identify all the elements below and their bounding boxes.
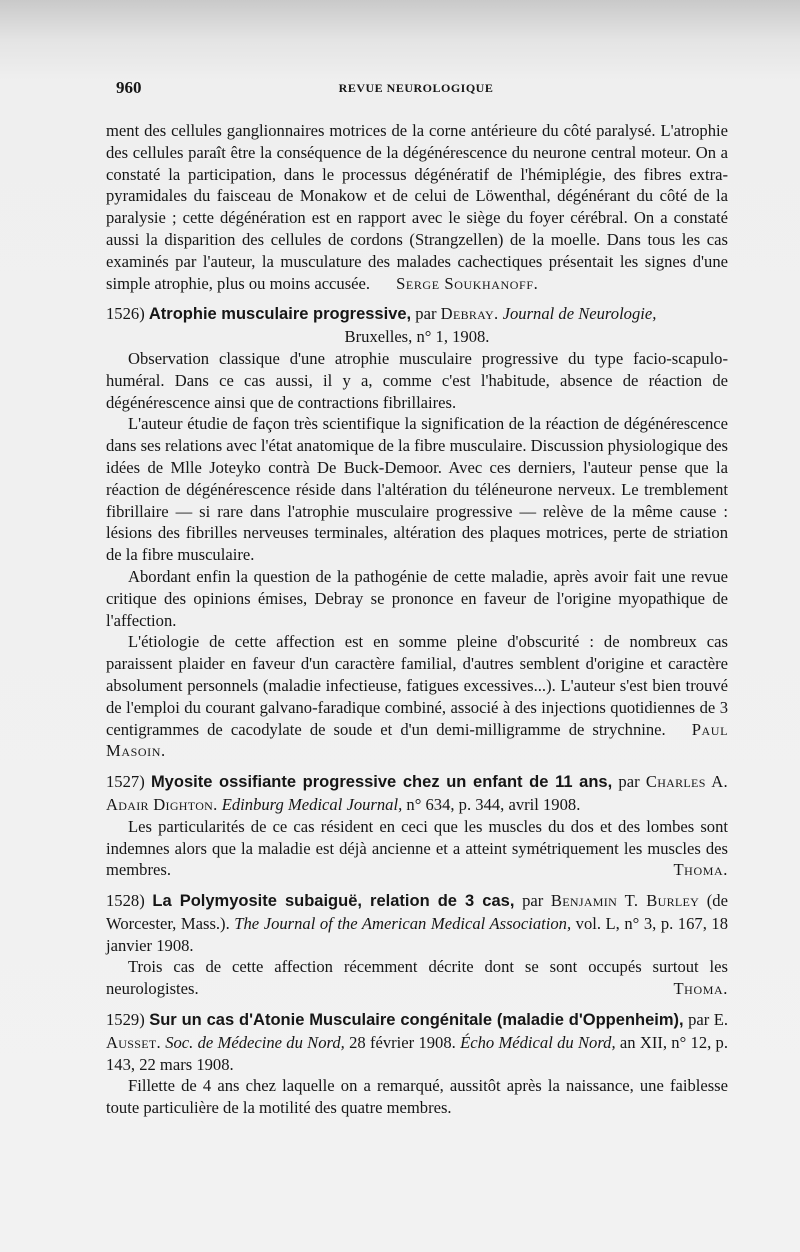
entry-journal-secondary: Écho Médical du Nord, bbox=[460, 1032, 616, 1052]
entry-paragraph-text: Les particularités de ce cas résident en ceci que les muscles du dos et des lombes sont indemnes alors que la maladie est déjà ancienne et a atteint symétriquement les muscles des membres. bbox=[106, 816, 728, 880]
signature: Paul Masoin. bbox=[106, 719, 728, 761]
page-body bbox=[106, 120, 728, 1119]
entry-author: Ausset. bbox=[106, 1032, 161, 1052]
entry-reference: Bruxelles, n° 1, 1908. bbox=[344, 327, 490, 347]
page-number: 960 bbox=[116, 78, 142, 97]
entry-author-place: (de Worcester, Mass.). bbox=[106, 891, 728, 933]
entry-title: La Polymyosite subaiguë, relation de 3 cas, bbox=[152, 892, 515, 911]
signature: Thoma. bbox=[673, 860, 728, 880]
signature: Thoma. bbox=[673, 979, 728, 999]
running-title: REVUE NEUROLOGIQUE bbox=[338, 81, 494, 95]
entry-reference: vol. L, n° 3, p. 167, 18 janvier 1908. bbox=[106, 913, 728, 955]
continuation-text: ment des cellules ganglionnaires motrices de la corne antérieure du côté paralysé. L'atrophie des cellules paraît être la conséquence de la dégénérescence du neurone central moteur. On a constaté la participation, dans le processus dégénératif de l'hémiplégie, des fibres extra-pyramidales du faisceau de Monakow et de celui de Löwenthal, dégénérant du côté de la paralysie ; cette dégénération est en rapport avec le siège du foyer cérébral. On a constaté aussi la disparition des cellules de cordons (Strangzellen) de la moelle. Dans tous les cas examinés par l'auteur, la musculature des malades cachectiques présentait les signes d'une simple atrophie, plus ou moins accusée. bbox=[106, 121, 728, 293]
entry-reference: 28 février 1908. bbox=[349, 1032, 456, 1052]
entry-paragraph: L'auteur étudie de façon très scientifique la signification de la réaction de dégénérescence dans ses relations avec l'état anatomique de la fibre musculaire. Discussion physiologique des idées de Mlle Joteyko contrà De Buck-Demoor. Avec ces derniers, l'auteur pense que la réaction de dégénérescence réside dans l'altération du téléneurone nerveux. Le tremblement fibrillaire — si rare dans l'atrophie musculaire progressive — relève de la même cause : lésions des fibrilles nerveuses terminales, altération des plaques motrices, perte de striation de la fibre musculaire. bbox=[106, 414, 728, 565]
entry-title: Myosite ossifiante progressive chez un enfant de 11 ans, bbox=[150, 773, 613, 792]
entry-number: 1528) bbox=[106, 891, 145, 911]
entry-author: Benjamin T. Burley bbox=[550, 891, 700, 911]
entry-journal: Journal de Neurologie, bbox=[502, 304, 657, 324]
page-header bbox=[106, 78, 726, 104]
entry-paragraph: Abordant enfin la question de la pathogénie de cette maladie, après avoir fait une revue critique des opinions émises, Debray se prononce en faveur de l'origine myopathique de l'affection. bbox=[106, 566, 728, 630]
entry-reference-secondary: an XII, n° 12, p. 143, 22 mars 1908. bbox=[106, 1032, 728, 1074]
entry-author: Charles A. Adair Dighton. bbox=[106, 772, 728, 814]
entry-paragraph-text: L'étiologie de cette affection est en somme pleine d'obscurité : de nombreux cas paraissent plaider en faveur d'un caractère familial, d'autres semblent d'origine et caractère absolument personnels (maladie infectieuse, fatigues excessives...). L'auteur s'est bien trouvé de l'emploi du courant galvano-faradique combiné, associé à des injections quotidiennes de 3 centigrammes de cacodylate de soude et d'un demi-milligramme de strychnine. bbox=[106, 632, 728, 739]
entry-journal: Soc. de Médecine du Nord, bbox=[165, 1032, 345, 1052]
entry-journal: The Journal of the American Medical Association, bbox=[234, 913, 572, 933]
entry-paragraph bbox=[106, 816, 728, 881]
entry-author: Debray. bbox=[440, 304, 499, 324]
entry-title: Atrophie musculaire progressive, bbox=[148, 305, 412, 324]
entry-heading-1528 bbox=[106, 890, 728, 956]
entry-by: par bbox=[522, 891, 544, 911]
entry-number: 1526) bbox=[106, 304, 145, 324]
entry-by: par E. bbox=[688, 1010, 729, 1030]
continuation-paragraph bbox=[106, 120, 728, 294]
entry-journal: Edinburg Medical Journal, bbox=[221, 794, 403, 814]
entry-by: par bbox=[618, 772, 640, 792]
entry-heading-1527 bbox=[106, 771, 728, 816]
entry-paragraph-text: Trois cas de cette affection récemment décrite dont se sont occupés surtout les neurologistes. bbox=[106, 957, 728, 999]
entry-paragraph bbox=[106, 631, 728, 762]
entry-heading-1526 bbox=[106, 303, 728, 326]
entry-number: 1527) bbox=[106, 772, 145, 792]
entry-by: par bbox=[415, 304, 437, 324]
signature: Serge Soukhanoff. bbox=[396, 273, 539, 293]
entry-number: 1529) bbox=[106, 1010, 145, 1030]
entry-title: Sur un cas d'Atonie Musculaire congénitale (maladie d'Oppenheim), bbox=[149, 1011, 684, 1030]
entry-paragraph: Observation classique d'une atrophie musculaire progressive du type facio-scapulo-huméral. Dans ce cas aussi, il y a, comme c'est l'habitude, absence de réaction de dégénérescence ainsi que de contractions fibrillaires. bbox=[106, 348, 728, 412]
entry-paragraph: Fillette de 4 ans chez laquelle on a remarqué, aussitôt après la naissance, une faiblesse toute particulière de la motilité des quatre membres. bbox=[106, 1076, 728, 1118]
entry-heading-1529 bbox=[106, 1009, 728, 1075]
entry-reference: n° 634, p. 344, avril 1908. bbox=[406, 794, 581, 814]
entry-paragraph bbox=[106, 956, 728, 1000]
